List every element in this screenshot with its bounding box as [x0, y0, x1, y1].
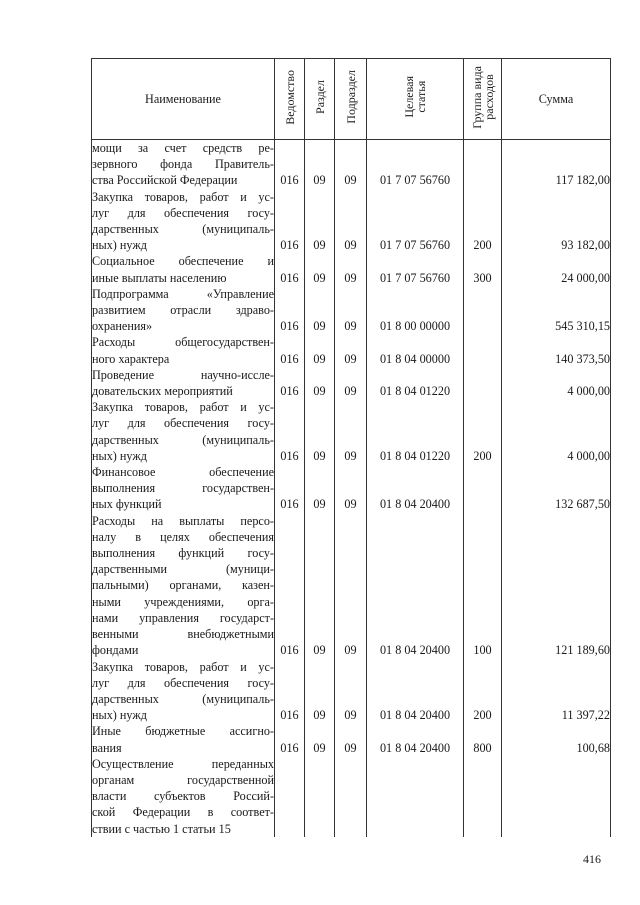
name-line: ствии с частью 1 статьи 15 [92, 821, 231, 836]
row-section: 09 [305, 253, 335, 285]
row-section: 09 [305, 464, 335, 513]
table-row [92, 334, 611, 366]
row-sum: 24 000,00 [502, 253, 611, 285]
row-sum: 117 182,00 [502, 140, 611, 189]
row-dept: 016 [275, 286, 305, 335]
row-exp-group [464, 286, 502, 335]
table-row [92, 399, 611, 464]
name-line: Иные бюджетные ассигно- [92, 724, 274, 739]
row-exp-group [464, 334, 502, 366]
row-target: 01 8 04 20400 [367, 464, 464, 513]
name-line: выполнения государствен- [92, 481, 274, 496]
table-header [92, 59, 611, 140]
header-exp-group: Группа вида расходов [469, 65, 496, 129]
name-line: венными внебюджетными [92, 627, 274, 642]
row-exp-group: 200 [464, 659, 502, 724]
name-line: ными учреждениями, орга- [92, 594, 274, 609]
row-section: 09 [305, 334, 335, 366]
row-sum: 93 182,00 [502, 189, 611, 254]
row-sum: 132 687,50 [502, 464, 611, 513]
row-subsection: 09 [335, 464, 367, 513]
row-name [92, 723, 275, 755]
row-name [92, 464, 275, 513]
budget-table [91, 58, 611, 837]
header-name: Наименование [92, 59, 275, 140]
table-row [92, 253, 611, 285]
name-line: луг для обеспечения госу- [92, 205, 274, 220]
table-row [92, 464, 611, 513]
row-target: 01 7 07 56760 [367, 189, 464, 254]
name-line: мощи за счет средств ре- [92, 141, 274, 155]
row-dept: 016 [275, 464, 305, 513]
row-target: 01 8 04 01220 [367, 399, 464, 464]
name-line: выполнения функций госу- [92, 546, 274, 561]
row-exp-group: 200 [464, 399, 502, 464]
name-line: луг для обеспечения госу- [92, 416, 274, 431]
row-target: 01 8 00 00000 [367, 286, 464, 335]
row-exp-group [464, 464, 502, 513]
row-sum: 140 373,50 [502, 334, 611, 366]
row-target: 01 8 04 20400 [367, 659, 464, 724]
row-section: 09 [305, 399, 335, 464]
row-dept: 016 [275, 723, 305, 755]
name-line: Закупка товаров, работ и ус- [92, 659, 274, 674]
row-sum: 4 000,00 [502, 399, 611, 464]
name-line: ного характера [92, 351, 170, 366]
row-target: 01 8 04 20400 [367, 723, 464, 755]
name-line: дарственных (муниципаль- [92, 691, 274, 706]
name-line: иные выплаты населению [92, 270, 227, 285]
row-name [92, 399, 275, 464]
name-line: фондами [92, 643, 139, 658]
name-line: дарственными (муници- [92, 562, 274, 577]
name-line: власти субъектов Россий- [92, 789, 274, 804]
row-target [367, 756, 464, 837]
row-exp-group: 300 [464, 253, 502, 285]
name-line: ных) нужд [92, 708, 147, 723]
row-subsection: 09 [335, 189, 367, 254]
table-row [92, 140, 611, 189]
table-row [92, 723, 611, 755]
row-exp-group [464, 756, 502, 837]
name-line: ных) нужд [92, 238, 147, 253]
name-line: нами управления государст- [92, 610, 274, 625]
name-line: Расходы общегосударствен- [92, 335, 274, 350]
row-subsection: 09 [335, 334, 367, 366]
row-section: 09 [305, 189, 335, 254]
row-dept: 016 [275, 189, 305, 254]
row-dept: 016 [275, 399, 305, 464]
row-section: 09 [305, 367, 335, 399]
row-exp-group: 200 [464, 189, 502, 254]
row-section: 09 [305, 140, 335, 189]
table-row [92, 367, 611, 399]
name-line: луг для обеспечения госу- [92, 675, 274, 690]
header-sum: Сумма [502, 59, 611, 140]
row-name [92, 140, 275, 189]
row-name [92, 189, 275, 254]
row-dept [275, 756, 305, 837]
row-subsection: 09 [335, 513, 367, 659]
row-name [92, 756, 275, 837]
row-subsection: 09 [335, 253, 367, 285]
row-sum [502, 756, 611, 837]
row-subsection: 09 [335, 286, 367, 335]
row-section: 09 [305, 513, 335, 659]
table-row [92, 513, 611, 659]
name-line: ных) нужд [92, 448, 147, 463]
row-name [92, 253, 275, 285]
row-subsection: 09 [335, 723, 367, 755]
row-dept: 016 [275, 367, 305, 399]
row-section: 09 [305, 723, 335, 755]
row-subsection: 09 [335, 367, 367, 399]
table-row [92, 659, 611, 724]
row-section: 09 [305, 659, 335, 724]
name-line: Расходы на выплаты персо- [92, 513, 274, 528]
name-line: дарственных (муниципаль- [92, 222, 274, 237]
name-line: налу в целях обеспечения [92, 529, 274, 544]
table-row [92, 189, 611, 254]
name-line: Закупка товаров, работ и ус- [92, 400, 274, 415]
row-dept: 016 [275, 513, 305, 659]
name-line: развитием отрасли здраво- [92, 303, 274, 318]
row-target: 01 7 07 56760 [367, 140, 464, 189]
row-target: 01 7 07 56760 [367, 253, 464, 285]
row-dept: 016 [275, 253, 305, 285]
row-name [92, 334, 275, 366]
row-dept: 016 [275, 334, 305, 366]
row-name [92, 286, 275, 335]
row-exp-group: 100 [464, 513, 502, 659]
row-subsection: 09 [335, 659, 367, 724]
row-dept: 016 [275, 140, 305, 189]
row-dept: 016 [275, 659, 305, 724]
row-target: 01 8 04 01220 [367, 367, 464, 399]
name-line: Финансовое обеспечение [92, 465, 274, 480]
row-sum: 100,68 [502, 723, 611, 755]
row-sum: 121 189,60 [502, 513, 611, 659]
header-section: Раздел [312, 80, 327, 114]
header-subsection: Подраздел [343, 70, 358, 124]
name-line: вания [92, 740, 122, 755]
row-exp-group: 800 [464, 723, 502, 755]
row-section [305, 756, 335, 837]
table-row [92, 286, 611, 335]
table-body [92, 140, 611, 837]
name-line: Осуществление переданных [92, 756, 274, 771]
page-number: 416 [583, 852, 601, 866]
row-subsection: 09 [335, 140, 367, 189]
row-exp-group [464, 140, 502, 189]
name-line: охранения» [92, 319, 153, 334]
row-sum: 4 000,00 [502, 367, 611, 399]
name-line: довательских мероприятий [92, 384, 233, 399]
name-line: ской Федерации в соответ- [92, 805, 274, 820]
row-exp-group [464, 367, 502, 399]
row-name [92, 367, 275, 399]
row-target: 01 8 04 20400 [367, 513, 464, 659]
name-line: пальными) органами, казен- [92, 578, 274, 593]
row-sum: 545 310,15 [502, 286, 611, 335]
row-sum: 11 397,22 [502, 659, 611, 724]
header-dept: Ведомство [282, 69, 297, 125]
row-name [92, 659, 275, 724]
name-line: Подпрограмма «Управление [92, 286, 274, 301]
row-section: 09 [305, 286, 335, 335]
name-line: дарственных (муниципаль- [92, 432, 274, 447]
name-line: зервного фонда Правитель- [92, 157, 274, 172]
name-line: ства Российской Федерации [92, 173, 238, 188]
name-line: Проведение научно-иссле- [92, 367, 274, 382]
name-line: Закупка товаров, работ и ус- [92, 189, 274, 204]
table-row [92, 756, 611, 837]
name-line: органам государственной [92, 772, 274, 787]
row-subsection [335, 756, 367, 837]
name-line: ных функций [92, 497, 162, 512]
row-subsection: 09 [335, 399, 367, 464]
row-target: 01 8 04 00000 [367, 334, 464, 366]
name-line: Социальное обеспечение и [92, 254, 274, 269]
header-target: Целевая статья [402, 76, 428, 118]
row-name [92, 513, 275, 659]
